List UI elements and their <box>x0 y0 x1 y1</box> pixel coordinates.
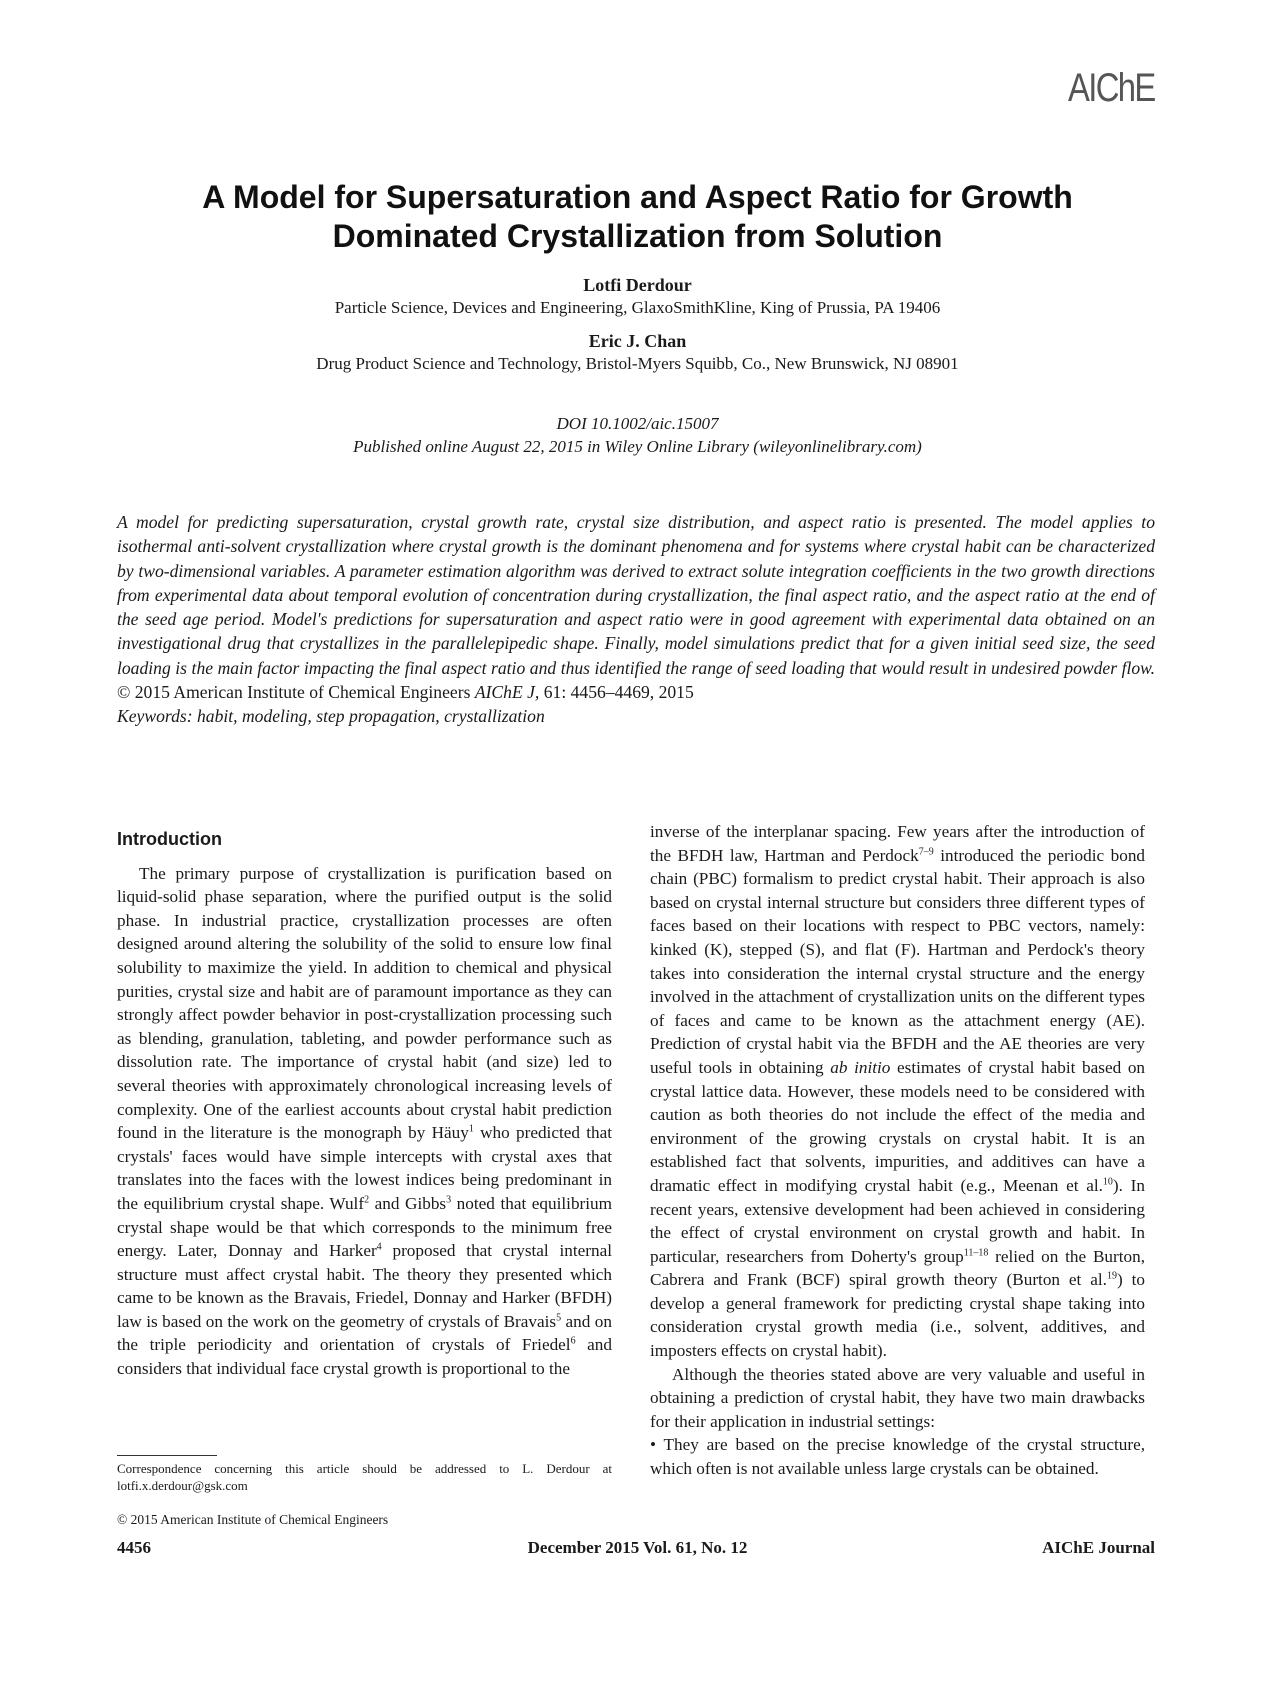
text-run: estimates of crystal habit based on crystal lattice data. However, these models need to be considered with caution as both theories do not include the effect of the media and environment of the growing crystals on crystal habit. It is an established fact that solvents, impurities, and additives can have a dramatic effect in modifying crystal habit (e.g., Meenan et al. <box>650 1057 1146 1195</box>
abstract-journal: AIChE J, <box>474 682 540 703</box>
issue-info: December 2015 Vol. 61, No. 12 <box>527 1538 748 1557</box>
text-run: who predicted that crystals' faces would have simple intercepts with crystal axes that translates into the faces with the lowest indices being predominant in the equilibrium crystal shape. Wulf <box>117 1123 612 1213</box>
keywords: Keywords: habit, modeling, step propagation, crystallization <box>117 706 545 727</box>
text-run: and on the triple periodicity and orientation of crystals of Friedel <box>117 1311 612 1355</box>
footnote-divider <box>117 1455 217 1456</box>
citation-ref: 4 <box>376 1241 382 1253</box>
text-run: relied on the Burton, Cabrera and Frank (BCF) spiral growth theory (Burton et al. <box>650 1246 1145 1290</box>
text-run: The primary purpose of crystallization is purification based on liquid-solid phase separation, where the purified output is the solid phase. In industrial practice, crystallization processes are often designed around altering the solubility of the solid to ensure low final solubility to maximize the yield. In addition to chemical and physical purities, crystal size and habit are of paramount importance as they can strongly affect powder behavior in post-crystallization processing such as blending, granulation, tableting, and powder performance such as dissolution rate. The importance of crystal habit (and size) led to several theories with approximately chronological increasing levels of complexity. One of the earliest accounts about crystal habit prediction found in the literature is the monograph by Häuy <box>117 863 612 1143</box>
aiche-logo: AIChE <box>1068 66 1155 110</box>
article-title <box>120 178 1155 256</box>
text-run: ) to develop a general framework for predicting crystal shape taking into consideration crystal growth media (i.e., solvent, additives, and imposters effects on crystal habit). <box>650 1270 1145 1361</box>
text-run: introduced the periodic bond chain (PBC) formalism to predict crystal habit. Their approach is also based on crystal internal structure but considers three different types of faces based on their locations with respect to PBC vectors, namely: kinked (K), stepped (S), and flat (F). Hartman and Perdock's theory takes into consideration the internal crystal structure and the energy involved in the attachment of crystallization units on the different types of faces and came to be known as the attachment energy (AE). Prediction of crystal habit via the BFDH and the AE theories are very useful tools in obtaining <box>650 845 1146 1077</box>
left-column <box>117 820 612 1381</box>
citation-ref: 5 <box>556 1312 562 1324</box>
intro-paragraph-2 <box>650 820 1145 1363</box>
title-line-1: A Model for Supersaturation and Aspect Ratio for Growth <box>202 179 1073 215</box>
section-heading-introduction: Introduction <box>117 829 222 849</box>
publication-info: Published online August 22, 2015 in Wiley Online Library (wileyonlinelibrary.com) <box>353 437 922 456</box>
text-run: proposed that crystal internal structure must affect crystal habit. The theory they presented which came to be known as the Bravais, Friedel, Donnay and Harker (BFDH) law is based on the work on the geometry of crystals of Bravais <box>117 1241 612 1331</box>
citation-ref: 6 <box>570 1335 576 1347</box>
citation-ref: 7–9 <box>918 845 934 857</box>
abstract-text: A model for predicting supersaturation, crystal growth rate, crystal size distribution, and aspect ratio is presented. The model applies to isothermal anti-solvent crystallization where crystal growth is the dominant phenomena and for systems where crystal habit can be characterized by two-dimensional variables. A parameter estimation algorithm was derived to extract solute integration coefficients in the two growth directions from experimental data about temporal evolution of concentration during crystallization, the final aspect ratio, and the aspect ratio at the end of the seed age period. Model's predictions for supersaturation and aspect ratio were in good agreement with experimental data obtained on an investigational drug that crystallizes in the parallelepipedic shape. Finally, model simulations predict that for a given initial seed size, the seed loading is the main factor impacting the final aspect ratio and thus identified the range of seed loading that would result in undesired powder flow. <box>117 512 1155 678</box>
intro-paragraph-3: Although the theories stated above are very valuable and useful in obtaining a prediction of crystal habit, they have two main drawbacks for their application in industrial settings: <box>650 1364 1145 1431</box>
text-run: inverse of the interplanar spacing. Few years after the introduction of the BFDH law, Hartman and Perdock <box>650 822 1145 865</box>
correspondence-footnote: Correspondence concerning this article should be addressed to L. Derdour at lotfi.x.derdour@gsk.com <box>117 1461 612 1493</box>
author-affiliation-1: Particle Science, Devices and Engineering, GlaxoSmithKline, King of Prussia, PA 19406 <box>334 298 941 317</box>
text-run: ). In recent years, extensive development had been achieved in considering the effect of crystal environment on crystal growth and habit. In particular, researchers from Doherty's group <box>650 1175 1145 1266</box>
citation-ref: 19 <box>1106 1270 1117 1282</box>
italic-term: ab initio <box>830 1057 891 1077</box>
abstract-citation: 61: 4456–4469, 2015 <box>543 682 694 703</box>
author-name-2: Eric J. Chan <box>588 331 687 351</box>
abstract-copyright: © 2015 American Institute of Chemical Engineers <box>117 682 471 703</box>
page-copyright: © 2015 American Institute of Chemical Engineers <box>117 1512 389 1527</box>
text-run: and Gibbs <box>369 1193 447 1213</box>
journal-name: AIChE Journal <box>1042 1538 1155 1557</box>
doi: DOI 10.1002/aic.15007 <box>556 414 719 433</box>
author-name-1: Lotfi Derdour <box>583 275 692 295</box>
title-line-2: Dominated Crystallization from Solution <box>332 218 943 254</box>
text-run: noted that equilibrium crystal shape would be that which corresponds to the minimum free energy. Later, Donnay and Harker <box>117 1193 612 1261</box>
right-column <box>650 820 1145 1481</box>
citation-ref: 10 <box>1102 1176 1113 1188</box>
page-number: 4456 <box>117 1538 151 1557</box>
citation-ref: 11–18 <box>963 1246 989 1258</box>
citation-ref: 3 <box>446 1194 452 1206</box>
bullet-item: • They are based on the precise knowledge of the crystal structure, which often is not available unless large crystals can be obtained. <box>650 1435 1145 1479</box>
intro-paragraph-1 <box>117 862 612 1381</box>
citation-ref: 1 <box>468 1123 474 1135</box>
citation-ref: 2 <box>364 1194 370 1206</box>
text-run: and considers that individual face crystal growth is proportional to the <box>117 1335 612 1379</box>
author-affiliation-2: Drug Product Science and Technology, Bristol-Myers Squibb, Co., New Brunswick, NJ 08901 <box>316 354 959 373</box>
abstract <box>117 510 1155 729</box>
